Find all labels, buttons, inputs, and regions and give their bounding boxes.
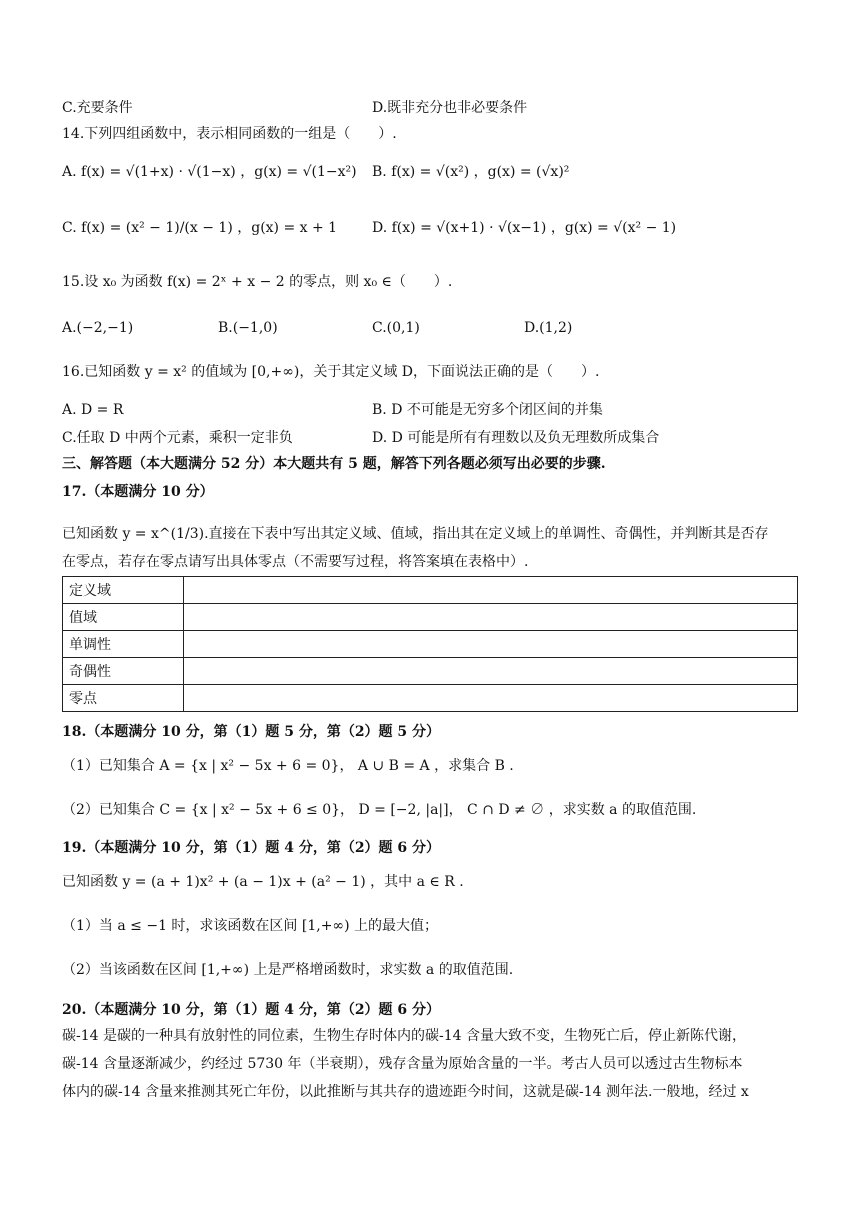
- q15-option-b: B.(−1,0): [218, 320, 278, 336]
- q17-answer-table: [62, 576, 798, 712]
- q15-stem: 15.设 x₀ 为函数 f(x) = 2ˣ + x − 2 的零点，则 x₀ ∈（ ）.: [62, 274, 453, 290]
- row-label-monotonicity: 单调性: [63, 631, 184, 658]
- q14-option-c: C. f(x) = (x² − 1)/(x − 1) ，g(x) = x + 1: [62, 220, 338, 236]
- q19-text: 已知函数 y = (a + 1)x² + (a − 1)x + (a² − 1) ，其中 a ∈ R .: [62, 874, 464, 890]
- q14-option-d: D. f(x) = √(x+1) · √(x−1) ，g(x) = √(x² − 1): [372, 220, 677, 236]
- q15-option-a: A.(−2,−1): [62, 320, 134, 336]
- q16-option-c: C.任取 D 中两个元素，乘积一定非负: [62, 430, 293, 446]
- q18-header: 18.（本题满分 10 分，第（1）题 5 分，第（2）题 5 分）: [62, 724, 441, 740]
- q18-part-2: （2）已知集合 C = {x | x² − 5x + 6 ≤ 0}， D = [−2, |a|]， C ∩ D ≠ ∅ ，求实数 a 的取值范围.: [62, 802, 697, 818]
- q15-option-c: C.(0,1): [372, 320, 420, 336]
- q15-option-d: D.(1,2): [524, 320, 573, 336]
- q16-option-b: B. D 不可能是无穷多个闭区间的并集: [372, 402, 603, 418]
- q14-stem: 14.下列四组函数中，表示相同函数的一组是（ ）.: [62, 126, 397, 142]
- q16-option-a: A. D = R: [62, 402, 124, 418]
- section-3-heading: 三、解答题（本大题满分 52 分）本大题共有 5 题，解答下列各题必须写出必要的步骤.: [62, 456, 606, 472]
- q13-option-d: D.既非充分也非必要条件: [372, 100, 528, 116]
- row-label-parity: 奇偶性: [63, 658, 184, 685]
- q19-part-2: （2）当该函数在区间 [1,+∞) 上是严格增函数时，求实数 a 的取值范围.: [62, 962, 514, 978]
- q16-stem: 16.已知函数 y = x² 的值域为 [0,+∞)，关于其定义域 D，下面说法正确的是（ ）.: [62, 364, 600, 380]
- q14-option-b: B. f(x) = √(x²) ，g(x) = (√x)²: [372, 164, 570, 180]
- q17-text-line-2: 在零点，若存在零点请写出具体零点（不需要写过程，将答案填在表格中）.: [62, 554, 529, 570]
- answer-cell-zero[interactable]: [184, 685, 798, 712]
- q19-header: 19.（本题满分 10 分，第（1）题 4 分，第（2）题 6 分）: [62, 840, 441, 856]
- q13-option-c: C.充要条件: [62, 100, 133, 116]
- table-row: [63, 685, 798, 712]
- q16-option-d: D. D 可能是所有有理数以及负无理数所成集合: [372, 430, 660, 446]
- answer-cell-parity[interactable]: [184, 658, 798, 685]
- q20-text-line-3: 体内的碳-14 含量来推测其死亡年份，以此推断与其共存的遗迹距今时间，这就是碳-14 测年法.一般地，经过 x: [62, 1084, 749, 1100]
- q20-text-line-2: 碳-14 含量逐渐减少，约经过 5730 年（半衰期），残存含量为原始含量的一半。考古人员可以透过古生物标本: [62, 1056, 743, 1072]
- answer-cell-domain[interactable]: [184, 577, 798, 604]
- row-label-domain: 定义域: [63, 577, 184, 604]
- table-row: [63, 658, 798, 685]
- answer-cell-monotonicity[interactable]: [184, 631, 798, 658]
- row-label-range: 值域: [63, 604, 184, 631]
- q18-part-1: （1）已知集合 A = {x | x² − 5x + 6 = 0}， A ∪ B = A ，求集合 B .: [62, 758, 514, 774]
- table-row: [63, 631, 798, 658]
- q17-header: 17.（本题满分 10 分）: [62, 484, 214, 500]
- answer-cell-range[interactable]: [184, 604, 798, 631]
- q17-text-line-1: 已知函数 y = x^(1/3).直接在下表中写出其定义域、值域，指出其在定义域上的单调性、奇偶性，并判断其是否存: [62, 526, 769, 542]
- q14-option-a: A. f(x) = √(1+x) · √(1−x) ，g(x) = √(1−x²): [62, 164, 357, 180]
- table-row: [63, 604, 798, 631]
- row-label-zero: 零点: [63, 685, 184, 712]
- table-row: [63, 577, 798, 604]
- q20-text-line-1: 碳-14 是碳的一种具有放射性的同位素，生物生存时体内的碳-14 含量大致不变，生物死亡后，停止新陈代谢，: [62, 1028, 746, 1044]
- q19-part-1: （1）当 a ≤ −1 时，求该函数在区间 [1,+∞) 上的最大值；: [62, 918, 438, 934]
- q20-header: 20.（本题满分 10 分，第（1）题 4 分，第（2）题 6 分）: [62, 1002, 441, 1018]
